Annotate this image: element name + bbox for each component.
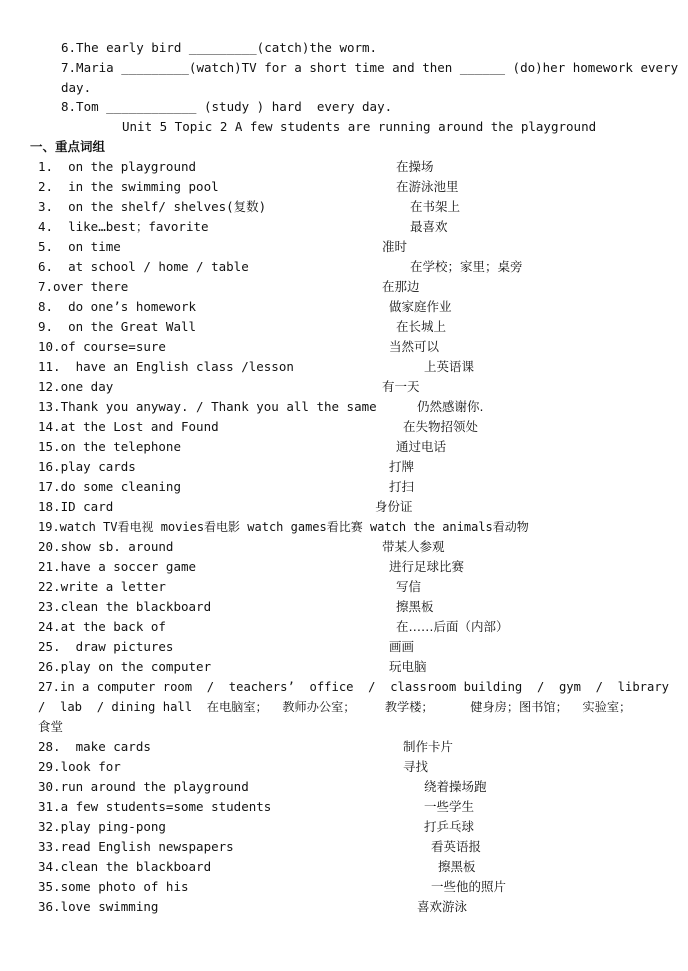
phrase-zh: 打乒乓球 (424, 819, 475, 834)
exercise-7-line1: 7.Maria _________(watch)TV for a short time and then ______ (do)her homework every (61, 60, 679, 75)
phrase-en: 7.over there (38, 279, 129, 294)
phrase-zh: 最喜欢 (410, 219, 448, 234)
phrase-en: 2. in the swimming pool (38, 179, 219, 194)
phrase-en: 4. like…best；favorite (38, 219, 209, 234)
phrase-en: 14.at the Lost and Found (38, 419, 219, 434)
phrase-zh: 上英语课 (424, 359, 475, 374)
phrase-zh: 在……后面（内部） (396, 619, 509, 634)
phrase-en: 28. make cards (38, 739, 151, 754)
phrase-zh: 做家庭作业 (389, 299, 452, 314)
phrase-en: 26.play on the computer (38, 659, 212, 674)
phrase-en: 9. on the Great Wall (38, 319, 197, 334)
phrase-zh: 擦黑板 (438, 859, 476, 874)
phrase-zh: 看英语报 (431, 839, 482, 854)
phrase-en: 6. at school / home / table (38, 259, 249, 274)
phrase-en: 31.a few students=some students (38, 799, 272, 814)
phrase-en: 11. have an English class /lesson (38, 359, 294, 374)
phrase-zh: 在失物招领处 (403, 419, 479, 434)
phrase-en: 30.run around the playground (38, 779, 249, 794)
phrase-en: 1. on the playground (38, 159, 197, 174)
phrase-zh: 写信 (396, 579, 422, 594)
phrase-en: 25. draw pictures (38, 639, 174, 654)
phrase-en: 23.clean the blackboard (38, 599, 212, 614)
phrase-zh: 准时 (382, 239, 408, 254)
page-title: Unit 5 Topic 2 A few students are running around the playground (122, 119, 597, 134)
phrase-en: 35.some photo of his (38, 879, 189, 894)
phrase-zh: 在书架上 (410, 199, 461, 214)
phrase-zh: 有一天 (382, 379, 420, 394)
phrase-en: 33.read English newspapers (38, 839, 234, 854)
phrase-en: 29.look for (38, 759, 121, 774)
phrase-zh: 带某人参观 (382, 539, 445, 554)
phrase-zh: 进行足球比赛 (389, 559, 465, 574)
phrase-zh: 当然可以 (389, 339, 440, 354)
phrase-zh: 打扫 (389, 479, 415, 494)
phrase-en: 22.write a letter (38, 579, 166, 594)
phrase-en: 34.clean the blackboard (38, 859, 212, 874)
phrase-zh: 擦黑板 (396, 599, 434, 614)
phrase-zh: 画画 (389, 639, 415, 654)
item27-line2: / lab / dining hall 在电脑室； 教师办公室； 教学楼； 健身房；图书馆； 实验室； (38, 700, 632, 714)
item27-line1: 27.in a computer room / teachers’ office / classroom building / gym / library (38, 680, 670, 694)
phrase-en: 8. do one’s homework (38, 299, 197, 314)
phrase-zh: 寻找 (403, 759, 429, 774)
phrase-zh: 玩电脑 (389, 659, 427, 674)
phrase-en: 3. on the shelf/ shelves(复数) (38, 199, 267, 214)
phrase-en: 36.love swimming (38, 899, 159, 914)
phrase-en: 19.watch TV看电视 movies看电影 watch games看比赛 watch the animals看动物 (38, 520, 529, 534)
phrase-en: 13.Thank you anyway. / Thank you all the same (38, 399, 377, 414)
phrase-en: 24.at the back of (38, 619, 166, 634)
phrase-en: 10.of course=sure (38, 339, 166, 354)
section-heading: 一、重点词组 (30, 139, 106, 154)
phrase-zh: 喜欢游泳 (417, 899, 468, 914)
phrase-en: 15.on the telephone (38, 439, 181, 454)
phrase-en: 17.do some cleaning (38, 479, 181, 494)
phrase-en: 5. on time (38, 239, 121, 254)
phrase-en: 20.show sb. around (38, 539, 174, 554)
phrase-en: 16.play cards (38, 459, 136, 474)
phrase-zh: 在游泳池里 (396, 179, 459, 194)
phrase-en: 21.have a soccer game (38, 559, 197, 574)
phrase-en: 32.play ping-pong (38, 819, 166, 834)
phrase-zh: 打牌 (389, 459, 415, 474)
exercise-7-line2: day. (61, 80, 92, 95)
exercise-8: 8.Tom ____________ (study ) hard every day. (61, 99, 393, 114)
phrase-en: 18.ID card (38, 499, 114, 514)
phrase-en: 12.one day (38, 379, 114, 394)
phrase-zh: 在那边 (382, 279, 420, 294)
phrase-zh: 制作卡片 (403, 739, 454, 754)
phrase-zh: 通过电话 (396, 439, 447, 454)
phrase-zh: 身份证 (375, 499, 413, 514)
phrase-zh: 在学校；家里；桌旁 (410, 259, 523, 274)
phrase-zh: 仍然感谢你. (417, 399, 484, 414)
phrase-zh: 一些他的照片 (431, 879, 507, 894)
phrase-zh: 在操场 (396, 159, 434, 174)
item27-line3: 食堂 (38, 719, 64, 734)
phrase-zh: 一些学生 (424, 799, 475, 814)
exercise-6: 6.The early bird _________(catch)the worm. (61, 40, 378, 55)
phrase-zh: 绕着操场跑 (424, 779, 487, 794)
phrase-zh: 在长城上 (396, 319, 447, 334)
